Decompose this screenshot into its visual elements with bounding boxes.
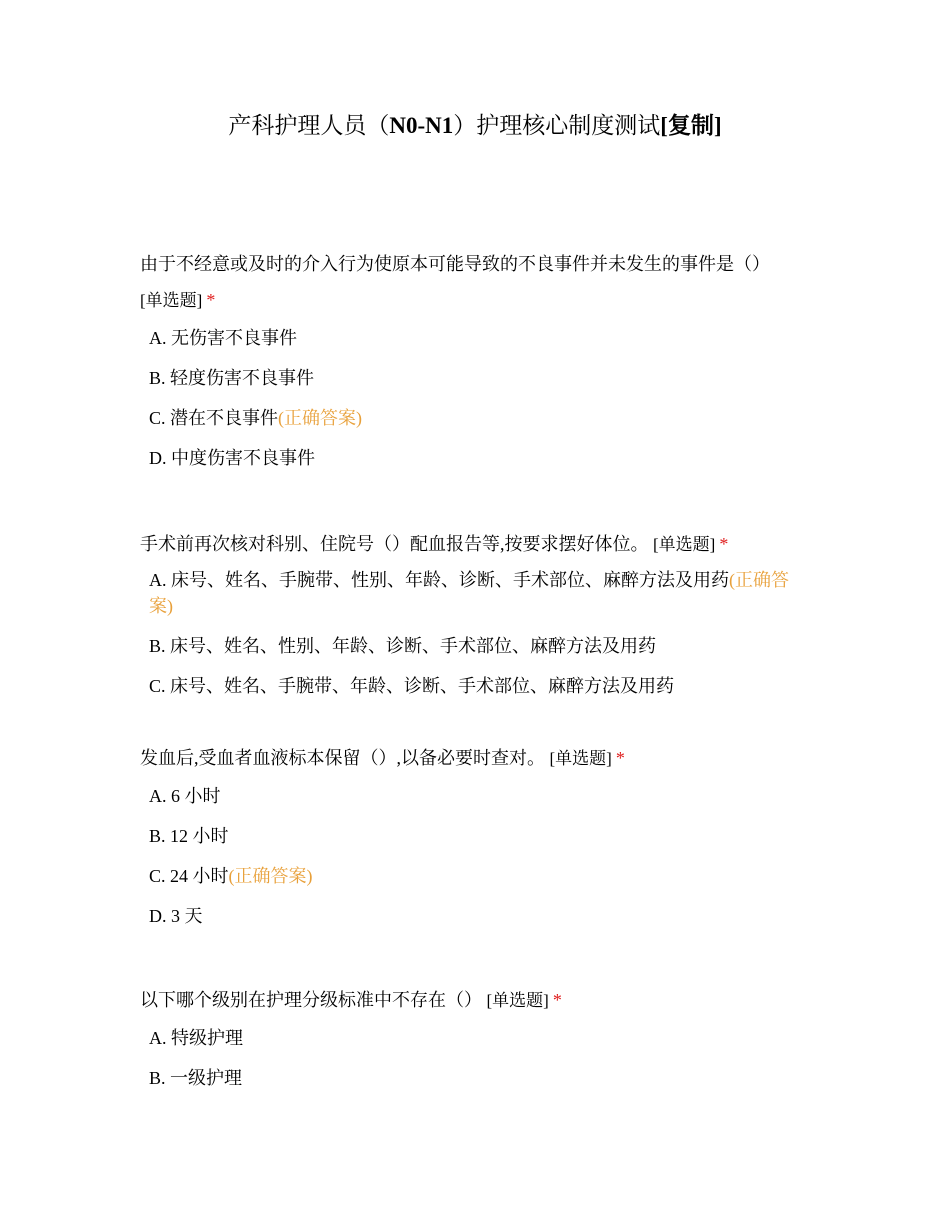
option-b[interactable]: B. 床号、姓名、性别、年龄、诊断、手术部位、麻醉方法及用药	[149, 636, 657, 656]
option-a[interactable]: A. 无伤害不良事件	[149, 328, 297, 348]
option-c[interactable]: C. 24 小时(正确答案)	[149, 866, 313, 886]
title-pre: 产科护理人员（	[228, 113, 390, 138]
question-text	[140, 246, 805, 319]
page-title	[0, 110, 950, 142]
option-d[interactable]: D. 中度伤害不良事件	[149, 448, 315, 468]
option-a[interactable]: A. 特级护理	[149, 1028, 243, 1048]
question-2	[140, 526, 805, 713]
title-post: ）护理核心制度测试	[453, 113, 661, 138]
option-a[interactable]: A. 床号、姓名、手腕带、性别、年龄、诊断、手术部位、麻醉方法及用药(正确答案)	[149, 570, 789, 616]
correct-answer-mark: (正确答案)	[228, 866, 313, 886]
option-d[interactable]: D. 3 天	[149, 906, 203, 926]
option-b[interactable]: B. 一级护理	[149, 1068, 243, 1088]
option-c[interactable]: C. 潜在不良事件(正确答案)	[149, 408, 363, 428]
question-text	[140, 982, 805, 1019]
option-list	[140, 325, 805, 471]
question-stem: 手术前再次核对科别、住院号（）配血报告等,按要求摆好体位。	[140, 534, 649, 554]
question-text	[140, 526, 805, 563]
required-mark: *	[206, 290, 216, 310]
question-3	[140, 740, 805, 943]
question-type: [单选题]	[549, 749, 612, 768]
question-text	[140, 740, 805, 777]
question-stem: 由于不经意或及时的介入行为使原本可能导致的不良事件并未发生的事件是（）	[140, 254, 770, 274]
option-b[interactable]: B. 12 小时	[149, 826, 229, 846]
question-stem: 发血后,受血者血液标本保留（）,以备必要时查对。	[140, 748, 545, 768]
correct-answer-mark: (正确答案)	[278, 408, 363, 428]
required-mark: *	[552, 990, 562, 1010]
option-a[interactable]: A. 6 小时	[149, 786, 221, 806]
title-suffix: [复制]	[660, 113, 722, 138]
title-code: N0-N1	[389, 113, 454, 138]
required-mark: *	[615, 748, 625, 768]
question-stem: 以下哪个级别在护理分级标准中不存在（）	[140, 990, 482, 1010]
question-type: [单选题]	[653, 535, 716, 554]
question-type: [单选题]	[140, 291, 203, 310]
option-list	[140, 1025, 805, 1091]
option-list	[140, 783, 805, 929]
correct-answer-mark: (正确答案)	[149, 570, 789, 616]
question-type: [单选题]	[486, 991, 549, 1010]
option-b[interactable]: B. 轻度伤害不良事件	[149, 368, 315, 388]
question-1	[140, 246, 805, 485]
option-c[interactable]: C. 床号、姓名、手腕带、年龄、诊断、手术部位、麻醉方法及用药	[149, 676, 675, 696]
required-mark: *	[719, 534, 729, 554]
question-4	[140, 982, 805, 1105]
option-list	[140, 567, 805, 699]
